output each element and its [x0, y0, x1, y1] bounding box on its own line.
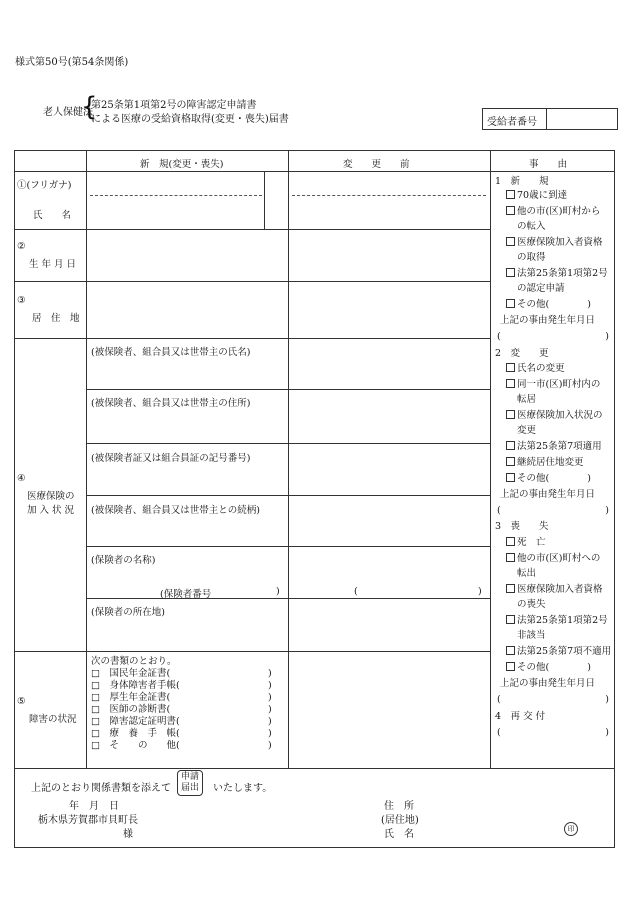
label-insurance-2: 加 入 状 況 [27, 505, 75, 516]
reason-checkbox[interactable]: 死 亡 [506, 537, 546, 549]
option-notification[interactable]: 届出 [181, 783, 200, 793]
footer-date[interactable]: 年 月 日 [69, 801, 119, 812]
reason-text: 転居 [517, 394, 537, 405]
form-title-line2: による医療の受給資格取得(変更・喪失)届書 [91, 114, 289, 125]
reason-checkbox[interactable]: 法第25条第1項第2号 [506, 615, 608, 627]
label-address-no: ③ [17, 295, 26, 306]
document-item[interactable]: □ 厚生年金証書( [91, 692, 171, 703]
reason-text: の転入 [517, 221, 546, 232]
label-name: 氏 名 [33, 210, 72, 221]
reason-checkbox[interactable]: 医療保険加入者資格 [506, 237, 603, 249]
reason-checkbox[interactable]: 医療保険加入者資格 [506, 584, 603, 596]
insurer-number-before-open: ( [354, 586, 358, 597]
reason-date-field[interactable]: ( ) [497, 694, 609, 705]
label-birth-no: ② [17, 241, 26, 252]
checkbox-icon [506, 190, 515, 199]
name-before-field[interactable] [290, 198, 488, 227]
checkbox-icon [506, 268, 515, 277]
reason-checkbox[interactable]: 他の市(区)町村への [506, 553, 600, 565]
document-close-parens [268, 668, 272, 752]
column-header-before: 変 更 前 [343, 159, 410, 170]
label-insurance-no: ④ [17, 473, 26, 484]
label-disability: 障害の状況 [29, 714, 77, 725]
document-item[interactable]: □ 医師の診断書( [91, 704, 171, 715]
footer-address-sub: (居住地) [381, 815, 419, 826]
label-insurance-1: 医療保険の [27, 491, 75, 502]
reason-checkbox[interactable]: 同一市(区)町村内の [506, 379, 600, 391]
insured-address-label: (被保険者、組合員又は世帯主の住所) [91, 398, 251, 409]
checkbox-icon [506, 237, 515, 246]
insurer-name-label: (保険者の名称) [91, 555, 156, 566]
applicant-address-field[interactable] [420, 795, 560, 809]
paren-close: ) [268, 704, 272, 715]
relationship-label: (被保険者、組合員又は世帯主との続柄) [91, 505, 260, 516]
reason-checkbox[interactable]: 他の市(区)町村から [506, 206, 600, 218]
reason-date-label: 上記の事由発生年月日 [500, 678, 596, 689]
recipient-number-box [482, 108, 618, 130]
checkbox-icon [506, 553, 515, 562]
label-disability-no: ⑤ [17, 696, 26, 707]
reason-text: 変更 [517, 425, 537, 436]
footer-sama: 様 [123, 829, 133, 840]
document-item[interactable]: □ 療 養 手 帳( [91, 728, 180, 739]
footer-address-label: 住 所 [384, 801, 414, 812]
paren-close: ) [268, 692, 272, 703]
furigana-before-field[interactable] [290, 173, 488, 193]
name-new-field[interactable] [88, 198, 263, 227]
reason-reissue-title: 4 再 交 付 [495, 711, 546, 722]
form-number: 様式第50号(第54条関係) [15, 57, 129, 68]
label-name-furigana: ①(フリガナ) [17, 180, 72, 191]
checkbox-icon [506, 646, 515, 655]
birth-before-field[interactable] [290, 231, 488, 279]
column-header-new: 新 規(変更・喪失) [140, 159, 224, 170]
checkbox-icon [506, 457, 515, 466]
reason-text: の認定申請 [517, 283, 565, 294]
insurer-number-close: ) [276, 586, 280, 597]
label-birth: 生 年 月 日 [29, 259, 77, 270]
document-item[interactable]: □ そ の 他( [91, 740, 180, 751]
law-name: 老人保健法 [43, 107, 93, 118]
reason-text: 転出 [517, 568, 537, 579]
applicant-name-field[interactable] [420, 823, 560, 837]
submission-type-options[interactable] [177, 770, 203, 796]
insurer-number-label: (保険者番号 [160, 589, 212, 600]
reason-checkbox[interactable]: 医療保険加入状況の [506, 410, 603, 422]
address-before-field[interactable] [290, 283, 488, 336]
address-new-field[interactable] [88, 283, 286, 336]
reason-checkbox[interactable]: 70歳に到達 [506, 190, 567, 202]
checkbox-icon [506, 662, 515, 671]
reason-text: の喪失 [517, 599, 546, 610]
checkbox-icon [506, 537, 515, 546]
reason-checkbox[interactable]: 法第25条第1項第2号 [506, 268, 608, 280]
checkbox-icon [506, 363, 515, 372]
reason-checkbox[interactable]: その他( ) [506, 299, 591, 311]
reason-date-label: 上記の事由発生年月日 [500, 489, 596, 500]
reason-date-field[interactable]: ( ) [497, 331, 609, 342]
reason-text: 非該当 [517, 630, 546, 641]
checkbox-icon [506, 299, 515, 308]
footer-statement-pre: 上記のとおり関係書類を添えて [31, 783, 171, 794]
document-item[interactable]: □ 障害認定証明書( [91, 716, 180, 727]
reason-change-title: 2 変 更 [495, 348, 549, 359]
insured-name-label: (被保険者、組合員又は世帯主の氏名) [91, 347, 251, 358]
reason-loss-title: 3 喪 失 [495, 521, 549, 532]
document-intro: 次の書類のとおり。 [91, 656, 177, 667]
furigana-new-field[interactable] [88, 173, 263, 193]
option-application[interactable]: 申請 [181, 772, 200, 782]
footer-statement-post: いたします。 [213, 783, 273, 794]
document-item[interactable]: □ 国民年金証書( [91, 668, 171, 679]
checkbox-icon [506, 379, 515, 388]
document-item[interactable]: □ 身体障害者手帳( [91, 680, 180, 691]
footer-name-label: 氏 名 [384, 829, 414, 840]
checkbox-icon [506, 206, 515, 215]
column-header-reason: 事 由 [529, 159, 568, 170]
paren-close: ) [268, 728, 272, 739]
reason-checkbox[interactable]: 継続居住地変更 [506, 457, 584, 469]
birth-new-field[interactable] [88, 231, 286, 279]
reason-reissue-field[interactable]: ( ) [497, 727, 609, 738]
reason-checkbox[interactable]: 法第25条第7項不適用 [506, 646, 611, 658]
reason-checkbox[interactable]: 法第25条第7項適用 [506, 441, 602, 453]
label-address: 居 住 地 [32, 313, 80, 324]
reason-text: の取得 [517, 252, 546, 263]
paren-close: ) [268, 716, 272, 727]
seal-icon: 印 [564, 822, 578, 836]
insurer-location-label: (保険者の所在地) [91, 607, 165, 618]
reason-checkbox[interactable]: その他( ) [506, 473, 591, 485]
recipient-number-label: 受給者番号 [487, 117, 537, 128]
checkbox-icon [506, 473, 515, 482]
footer-addressee: 栃木県芳賀郡市貝町長 [38, 815, 138, 826]
reason-new-title: 1 新 規 [495, 176, 549, 187]
paren-close: ) [268, 668, 272, 679]
reason-date-field[interactable]: ( ) [497, 505, 609, 516]
document-list [91, 656, 180, 752]
reason-checkbox[interactable]: その他( ) [506, 662, 591, 674]
checkbox-icon [506, 584, 515, 593]
reason-date-label: 上記の事由発生年月日 [500, 315, 596, 326]
form-title-line1: 第25条第1項第2号の障害認定申請書 [91, 100, 257, 111]
paren-close: ) [268, 740, 272, 751]
insurance-card-number-label: (被保険者証又は組合員証の記号番号) [91, 453, 251, 464]
checkbox-icon [506, 441, 515, 450]
checkbox-icon [506, 410, 515, 419]
paren-close: ) [268, 680, 272, 691]
checkbox-icon [506, 615, 515, 624]
insurer-number-before-close: ) [478, 586, 482, 597]
brace-icon: { [81, 92, 98, 122]
reason-checkbox[interactable]: 氏名の変更 [506, 363, 565, 375]
